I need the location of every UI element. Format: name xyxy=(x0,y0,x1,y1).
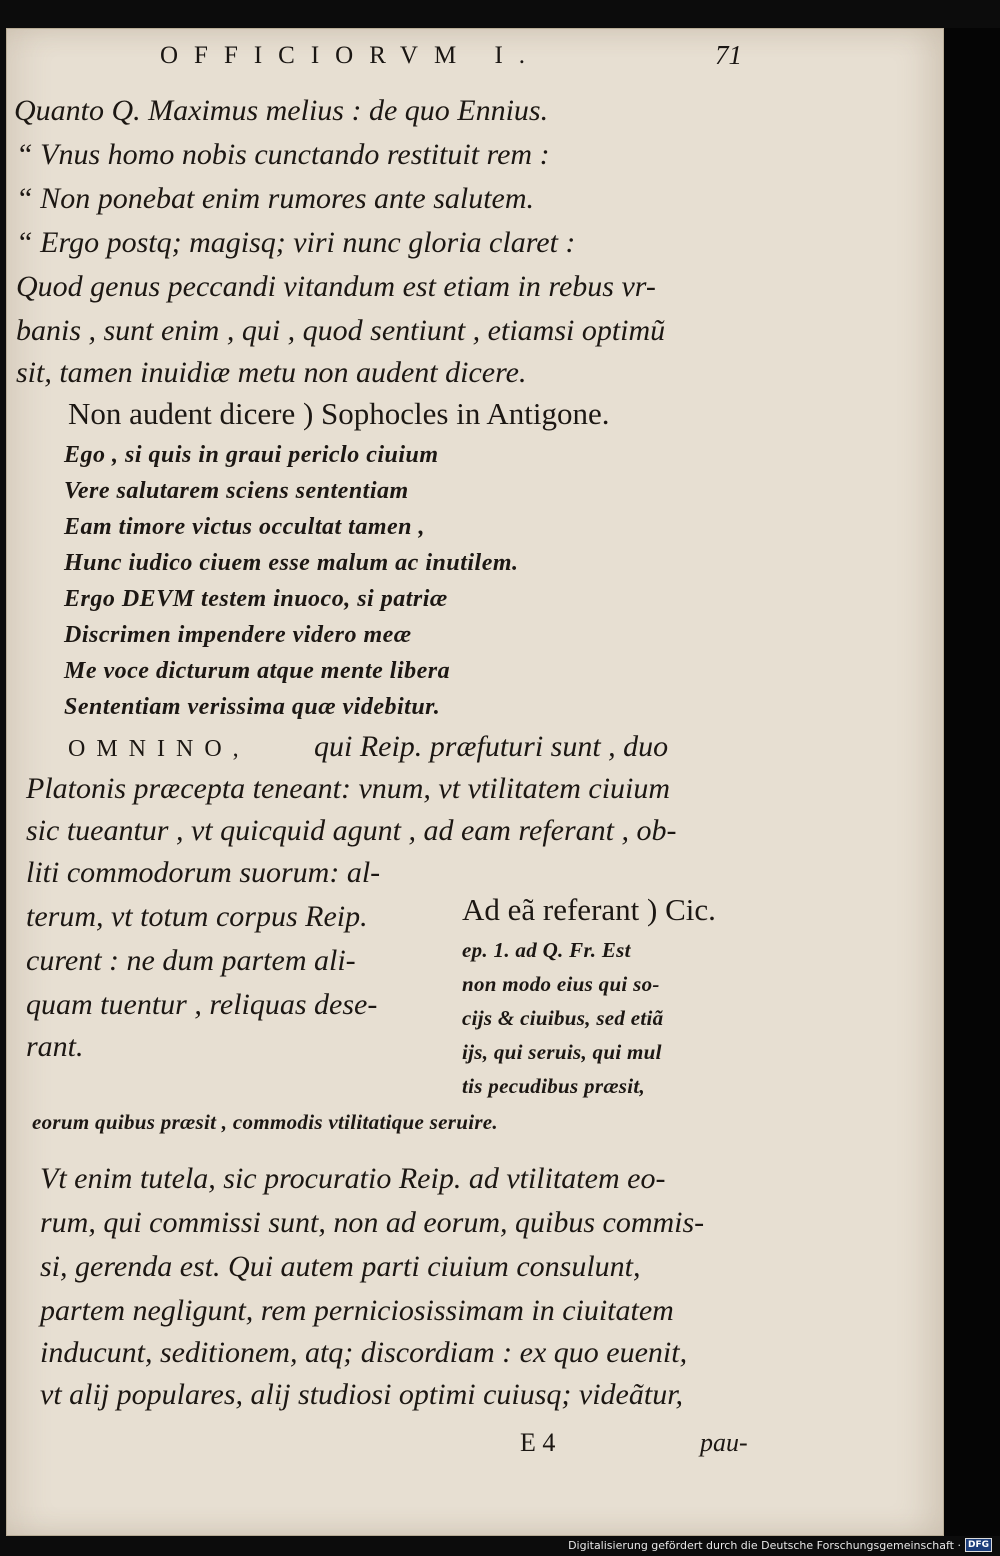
side-note-line: ijs, qui seruis, qui mul xyxy=(462,1040,662,1064)
digitization-credit xyxy=(568,1538,992,1552)
text-line: “ Ergo postq; magisq; viri nunc gloria claret : xyxy=(16,226,576,259)
side-note-line: cijs & ciuibus, sed etiã xyxy=(462,1006,664,1030)
text-line: si, gerenda est. Qui autem parti ciuium consulunt, xyxy=(40,1250,641,1283)
text-line: rum, qui commissi sunt, non ad eorum, quibus commis- xyxy=(40,1206,705,1239)
quote-line: Vere salutarem sciens sententiam xyxy=(64,478,409,504)
side-note-heading: Ad eã referant ) Cic. xyxy=(462,892,716,927)
quote-line: Eam timore victus occultat tamen , xyxy=(64,514,425,540)
text-line: curent : ne dum partem ali- xyxy=(26,944,356,977)
quote-line: Ergo DEVM testem inuoco, si patriæ xyxy=(64,586,448,612)
text-line: qui Reip. præfuturi sunt , duo xyxy=(314,730,669,763)
dfg-logo-icon: DFG xyxy=(965,1538,992,1552)
text-line: Vt enim tutela, sic procuratio Reip. ad vtilitatem eo- xyxy=(40,1162,666,1195)
text-line: sic tueantur , vt quicquid agunt , ad eam referant , ob- xyxy=(26,814,677,847)
text-line: Quod genus peccandi vitandum est etiam in rebus vr- xyxy=(16,270,656,303)
text-line: rant. xyxy=(26,1030,84,1063)
commentary-heading: Non audent dicere ) Sophocles in Antigone. xyxy=(68,396,610,431)
text-line: partem negligunt, rem perniciosissimam in ciuitatem xyxy=(40,1294,674,1327)
folio-number: 71 xyxy=(715,40,742,70)
signature-mark: E 4 xyxy=(520,1428,556,1457)
text-line: Quanto Q. Maximus melius : de quo Ennius. xyxy=(14,94,549,127)
side-note-line: ep. 1. ad Q. Fr. Est xyxy=(462,938,631,962)
text-line: Platonis præcepta teneant: vnum, vt vtilitatem ciuium xyxy=(26,772,671,805)
side-note-line: tis pecudibus præsit, xyxy=(462,1074,646,1098)
quote-line: Me voce dicturum atque mente libera xyxy=(64,658,451,684)
running-head: OFFICIORVM I. xyxy=(160,42,542,69)
page-edge xyxy=(944,28,1000,1536)
quote-line: Hunc iudico ciuem esse malum ac inutilem. xyxy=(64,550,519,576)
text-line: inducunt, seditionem, atq; discordiam : ex quo euenit, xyxy=(40,1336,688,1369)
catchword: pau- xyxy=(700,1428,748,1457)
text-line: sit, tamen inuidiæ metu non audent dicere. xyxy=(16,356,527,389)
text-line: liti commodorum suorum: al- xyxy=(26,856,381,889)
side-note-line: non modo eius qui so- xyxy=(462,972,660,996)
text-line: banis , sunt enim , qui , quod sentiunt , etiamsi optimũ xyxy=(16,314,666,347)
side-note-continuation: eorum quibus præsit , commodis vtilitatique seruire. xyxy=(32,1110,498,1134)
text-line: “ Vnus homo nobis cunctando restituit rem : xyxy=(16,138,550,171)
text-line: vt alij populares, alij studiosi optimi cuiusq; videãtur, xyxy=(40,1378,684,1411)
quote-line: Discrimen impendere videro meæ xyxy=(64,622,412,648)
section-lead-word: OMNINO, xyxy=(68,736,250,762)
text-line: quam tuentur , reliquas dese- xyxy=(26,988,378,1021)
text-line: terum, vt totum corpus Reip. xyxy=(26,900,368,933)
quote-line: Ego , si quis in graui periclo ciuium xyxy=(64,442,439,468)
text-line: “ Non ponebat enim rumores ante salutem. xyxy=(16,182,535,215)
quote-line: Sententiam verissima quæ videbitur. xyxy=(64,694,441,720)
credit-text: Digitalisierung gefördert durch die Deutsche Forschungsgemeinschaft · xyxy=(568,1538,961,1552)
